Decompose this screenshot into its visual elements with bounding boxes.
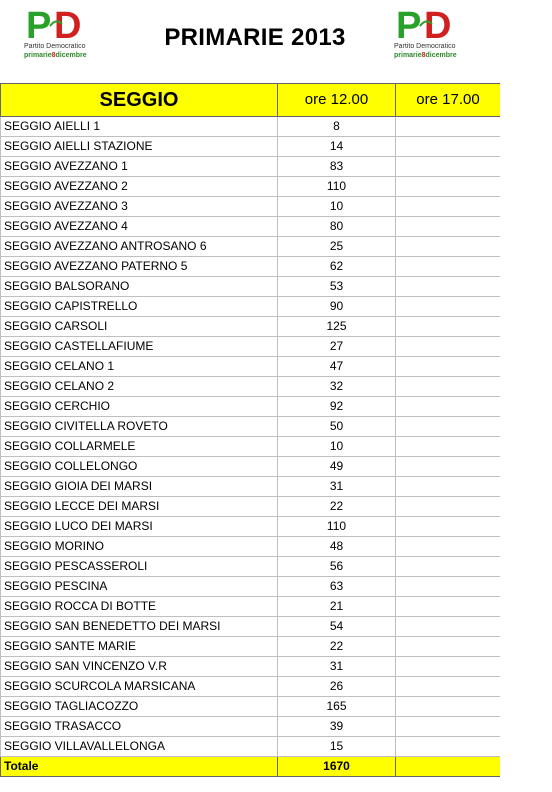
table-row: [1, 717, 501, 737]
cell-ore-12[interactable]: 62: [278, 257, 396, 277]
cell-ore-17[interactable]: [396, 477, 501, 497]
cell-ore-12[interactable]: 25: [278, 237, 396, 257]
cell-ore-17[interactable]: [396, 677, 501, 697]
total-label[interactable]: Totale: [1, 757, 278, 777]
total-row: [1, 757, 501, 777]
cell-ore-12[interactable]: 54: [278, 617, 396, 637]
table-row: [1, 357, 501, 377]
sheet-margin: [500, 0, 552, 792]
cell-ore-12[interactable]: 21: [278, 597, 396, 617]
cell-ore-12[interactable]: 92: [278, 397, 396, 417]
cell-ore-17[interactable]: [396, 357, 501, 377]
cell-ore-17[interactable]: [396, 377, 501, 397]
cell-seggio[interactable]: SEGGIO CELANO 1: [1, 357, 278, 377]
cell-seggio[interactable]: SEGGIO SAN VINCENZO V.R: [1, 657, 278, 677]
total-ore-17[interactable]: [396, 757, 501, 777]
cell-seggio[interactable]: SEGGIO AVEZZANO 4: [1, 217, 278, 237]
cell-seggio[interactable]: SEGGIO CARSOLI: [1, 317, 278, 337]
cell-ore-17[interactable]: [396, 557, 501, 577]
cell-seggio[interactable]: SEGGIO TRASACCO: [1, 717, 278, 737]
cell-ore-12[interactable]: 27: [278, 337, 396, 357]
cell-ore-17[interactable]: [396, 417, 501, 437]
pd-logo-icon: [394, 6, 460, 42]
cell-ore-12[interactable]: 50: [278, 417, 396, 437]
table-row: [1, 217, 501, 237]
cell-ore-12[interactable]: 125: [278, 317, 396, 337]
cell-ore-17[interactable]: [396, 157, 501, 177]
cell-ore-17[interactable]: [396, 337, 501, 357]
logo-tagline: primarie8dicembre: [394, 52, 457, 59]
cell-seggio[interactable]: SEGGIO ROCCA DI BOTTE: [1, 597, 278, 617]
cell-ore-12[interactable]: 10: [278, 437, 396, 457]
cell-seggio[interactable]: SEGGIO SAN BENEDETTO DEI MARSI: [1, 617, 278, 637]
cell-ore-17[interactable]: [396, 517, 501, 537]
cell-ore-12[interactable]: 56: [278, 557, 396, 577]
table-row: [1, 257, 501, 277]
table-row: [1, 737, 501, 757]
cell-ore-12[interactable]: 110: [278, 517, 396, 537]
column-header-ore-12[interactable]: ore 12.00: [278, 84, 396, 117]
cell-seggio[interactable]: SEGGIO COLLELONGO: [1, 457, 278, 477]
cell-seggio[interactable]: SEGGIO MORINO: [1, 537, 278, 557]
cell-ore-17[interactable]: [396, 697, 501, 717]
cell-ore-12[interactable]: 26: [278, 677, 396, 697]
cell-ore-17[interactable]: [396, 397, 501, 417]
cell-seggio[interactable]: SEGGIO COLLARMELE: [1, 437, 278, 457]
cell-ore-17[interactable]: [396, 117, 501, 137]
cell-ore-17[interactable]: [396, 437, 501, 457]
header: [0, 0, 500, 83]
table-row: [1, 317, 501, 337]
cell-ore-12[interactable]: 31: [278, 657, 396, 677]
turnout-table: [0, 83, 501, 777]
cell-ore-17[interactable]: [396, 257, 501, 277]
svg-text:P: P: [396, 6, 422, 42]
total-ore-12[interactable]: 1670: [278, 757, 396, 777]
logo-party-name: Partito Democratico: [24, 43, 86, 50]
cell-ore-12[interactable]: 22: [278, 497, 396, 517]
cell-seggio[interactable]: SEGGIO CERCHIO: [1, 397, 278, 417]
cell-seggio[interactable]: SEGGIO LECCE DEI MARSI: [1, 497, 278, 517]
pd-logo-icon: [24, 6, 90, 42]
cell-seggio[interactable]: SEGGIO BALSORANO: [1, 277, 278, 297]
table-row: [1, 337, 501, 357]
table-row: [1, 177, 501, 197]
svg-text:D: D: [54, 6, 82, 42]
table-row: [1, 377, 501, 397]
cell-seggio[interactable]: SEGGIO PESCINA: [1, 577, 278, 597]
cell-ore-12[interactable]: 110: [278, 177, 396, 197]
table-row: [1, 137, 501, 157]
cell-ore-12[interactable]: 83: [278, 157, 396, 177]
cell-ore-12[interactable]: 8: [278, 117, 396, 137]
table-row: [1, 537, 501, 557]
cell-ore-12[interactable]: 22: [278, 637, 396, 657]
table-row: [1, 597, 501, 617]
cell-ore-12[interactable]: 48: [278, 537, 396, 557]
cell-seggio[interactable]: SEGGIO AVEZZANO ANTROSANO 6: [1, 237, 278, 257]
cell-seggio[interactable]: SEGGIO SANTE MARIE: [1, 637, 278, 657]
table-row: [1, 437, 501, 457]
cell-ore-17[interactable]: [396, 177, 501, 197]
cell-ore-17[interactable]: [396, 277, 501, 297]
table-row: [1, 397, 501, 417]
cell-ore-17[interactable]: [396, 737, 501, 757]
table-header-row: [1, 84, 501, 117]
table-row: [1, 237, 501, 257]
table-row: [1, 157, 501, 177]
cell-seggio[interactable]: SEGGIO TAGLIACOZZO: [1, 697, 278, 717]
cell-ore-12[interactable]: 15: [278, 737, 396, 757]
cell-ore-17[interactable]: [396, 297, 501, 317]
cell-ore-12[interactable]: 10: [278, 197, 396, 217]
cell-seggio[interactable]: SEGGIO CIVITELLA ROVETO: [1, 417, 278, 437]
cell-ore-12[interactable]: 165: [278, 697, 396, 717]
cell-seggio[interactable]: SEGGIO AIELLI 1: [1, 117, 278, 137]
cell-ore-17[interactable]: [396, 537, 501, 557]
cell-seggio[interactable]: SEGGIO AVEZZANO 2: [1, 177, 278, 197]
cell-ore-12[interactable]: 63: [278, 577, 396, 597]
table-row: [1, 197, 501, 217]
pd-logo-right: [394, 6, 466, 72]
cell-ore-17[interactable]: [396, 617, 501, 637]
cell-seggio[interactable]: SEGGIO AIELLI STAZIONE: [1, 137, 278, 157]
cell-ore-12[interactable]: 31: [278, 477, 396, 497]
cell-ore-17[interactable]: [396, 237, 501, 257]
table-row: [1, 677, 501, 697]
cell-ore-17[interactable]: [396, 637, 501, 657]
svg-text:P: P: [26, 6, 52, 42]
cell-seggio[interactable]: SEGGIO SCURCOLA MARSICANA: [1, 677, 278, 697]
table-row: [1, 477, 501, 497]
table-row: [1, 657, 501, 677]
cell-ore-17[interactable]: [396, 137, 501, 157]
cell-seggio[interactable]: SEGGIO PESCASSEROLI: [1, 557, 278, 577]
cell-ore-17[interactable]: [396, 497, 501, 517]
table-row: [1, 557, 501, 577]
cell-ore-17[interactable]: [396, 597, 501, 617]
cell-seggio[interactable]: SEGGIO CAPISTRELLO: [1, 297, 278, 317]
cell-seggio[interactable]: SEGGIO GIOIA DEI MARSI: [1, 477, 278, 497]
table-row: [1, 637, 501, 657]
cell-seggio[interactable]: SEGGIO VILLAVALLELONGA: [1, 737, 278, 757]
table-row: [1, 417, 501, 437]
pd-logo-left: [24, 6, 96, 72]
cell-ore-12[interactable]: 39: [278, 717, 396, 737]
cell-ore-17[interactable]: [396, 217, 501, 237]
cell-ore-12[interactable]: 49: [278, 457, 396, 477]
cell-ore-12[interactable]: 32: [278, 377, 396, 397]
table-row: [1, 577, 501, 597]
cell-seggio[interactable]: SEGGIO CELANO 2: [1, 377, 278, 397]
cell-ore-12[interactable]: 90: [278, 297, 396, 317]
table-row: [1, 497, 501, 517]
table-row: [1, 297, 501, 317]
logo-party-name: Partito Democratico: [394, 43, 456, 50]
cell-seggio[interactable]: SEGGIO LUCO DEI MARSI: [1, 517, 278, 537]
cell-ore-17[interactable]: [396, 457, 501, 477]
cell-ore-17[interactable]: [396, 197, 501, 217]
column-header-seggio[interactable]: SEGGIO: [1, 84, 278, 117]
table-row: [1, 457, 501, 477]
cell-ore-12[interactable]: 47: [278, 357, 396, 377]
cell-ore-12[interactable]: 14: [278, 137, 396, 157]
cell-ore-17[interactable]: [396, 717, 501, 737]
cell-ore-17[interactable]: [396, 657, 501, 677]
cell-ore-17[interactable]: [396, 577, 501, 597]
cell-ore-17[interactable]: [396, 317, 501, 337]
cell-ore-12[interactable]: 80: [278, 217, 396, 237]
column-header-ore-17[interactable]: ore 17.00: [396, 84, 501, 117]
cell-seggio[interactable]: SEGGIO AVEZZANO PATERNO 5: [1, 257, 278, 277]
cell-seggio[interactable]: SEGGIO CASTELLAFIUME: [1, 337, 278, 357]
cell-seggio[interactable]: SEGGIO AVEZZANO 1: [1, 157, 278, 177]
logo-tagline: primarie8dicembre: [24, 52, 87, 59]
table-row: [1, 277, 501, 297]
table-row: [1, 617, 501, 637]
table-row: [1, 117, 501, 137]
page-title: PRIMARIE 2013: [164, 24, 346, 51]
cell-seggio[interactable]: SEGGIO AVEZZANO 3: [1, 197, 278, 217]
table-row: [1, 697, 501, 717]
cell-ore-12[interactable]: 53: [278, 277, 396, 297]
table-row: [1, 517, 501, 537]
svg-text:D: D: [424, 6, 452, 42]
